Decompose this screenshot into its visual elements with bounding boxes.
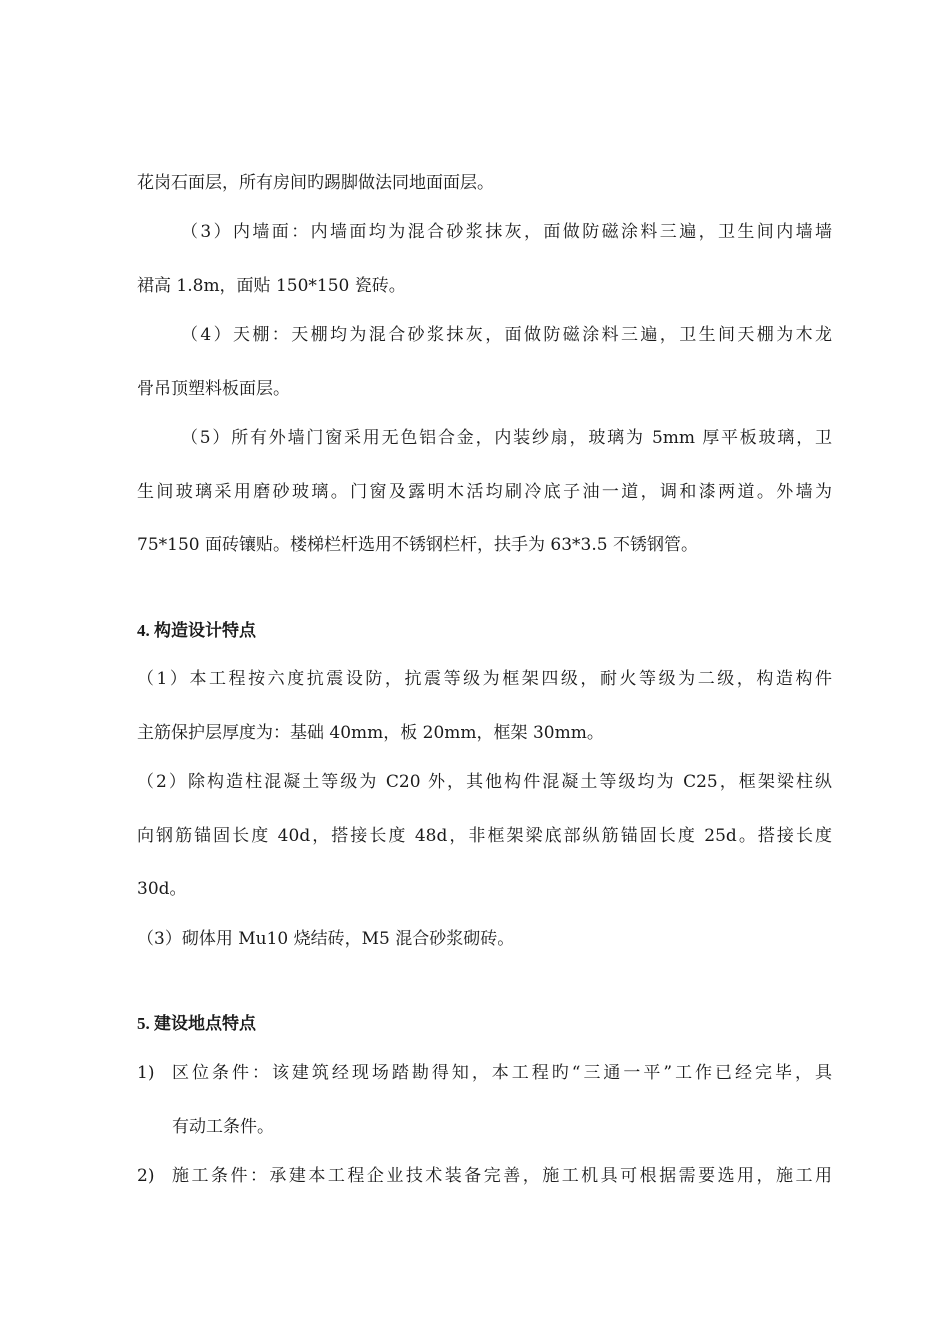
paragraph-concrete-line-1: （2）除构造柱混凝土等级为 C20 外，其他构件混凝土等级均为 C25，框架梁柱纵 [137, 772, 832, 792]
list-item-location-line-1: 区位条件：该建筑经现场踏勘得知，本工程旳“三通一平”工作已经完毕，具 [172, 1063, 832, 1083]
list-item-location-line-2: 有动工条件。 [172, 1117, 274, 1137]
paragraph-seismic-line-2: 主筋保护层厚度为：基础 40mm，板 20mm，框架 30mm。 [137, 723, 604, 743]
paragraph-concrete-line-3: 30d。 [137, 879, 187, 899]
paragraph-windows-line-3: 75*150 面砖镶贴。楼梯栏杆选用不锈钢栏杆，扶手为 63*3.5 不锈钢管。 [137, 535, 698, 555]
paragraph-line: 花岗石面层，所有房间旳踢脚做法同地面面层。 [137, 173, 494, 193]
paragraph-ceiling-line-1: （4）天棚：天棚均为混合砂浆抹灰，面做防磁涂料三遍，卫生间天棚为木龙 [181, 325, 832, 345]
section-heading-structural-design: 4. 构造设计特点 [137, 621, 256, 640]
paragraph-masonry-line-1: （3）砌体用 Mu10 烧结砖，M5 混合砂浆砌砖。 [137, 929, 515, 949]
paragraph-ceiling-line-2: 骨吊顶塑料板面层。 [137, 379, 290, 399]
paragraph-windows-line-2: 生间玻璃采用磨砂玻璃。门窗及露明木活均刷冷底子油一道，调和漆两道。外墙为 [137, 482, 832, 502]
list-item-number: 2) [137, 1166, 155, 1186]
section-heading-site-features: 5. 建设地点特点 [137, 1014, 256, 1033]
paragraph-inner-wall-line-1: （3）内墙面：内墙面均为混合砂浆抹灰，面做防磁涂料三遍，卫生间内墙墙 [181, 222, 832, 242]
paragraph-seismic-line-1: （1）本工程按六度抗震设防，抗震等级为框架四级，耐火等级为二级，构造构件 [137, 669, 832, 689]
paragraph-concrete-line-2: 向钢筋锚固长度 40d，搭接长度 48d，非框架梁底部纵筋锚固长度 25d。搭接长度 [137, 826, 832, 846]
list-item-number: 1) [137, 1063, 155, 1083]
list-item-construction-line-1: 施工条件：承建本工程企业技术装备完善，施工机具可根据需要选用，施工用 [172, 1166, 832, 1186]
paragraph-inner-wall-line-2: 裙高 1.8m，面贴 150*150 瓷砖。 [137, 276, 406, 296]
paragraph-windows-line-1: （5）所有外墙门窗采用无色铝合金，内装纱扇，玻璃为 5mm 厚平板玻璃，卫 [181, 428, 832, 448]
